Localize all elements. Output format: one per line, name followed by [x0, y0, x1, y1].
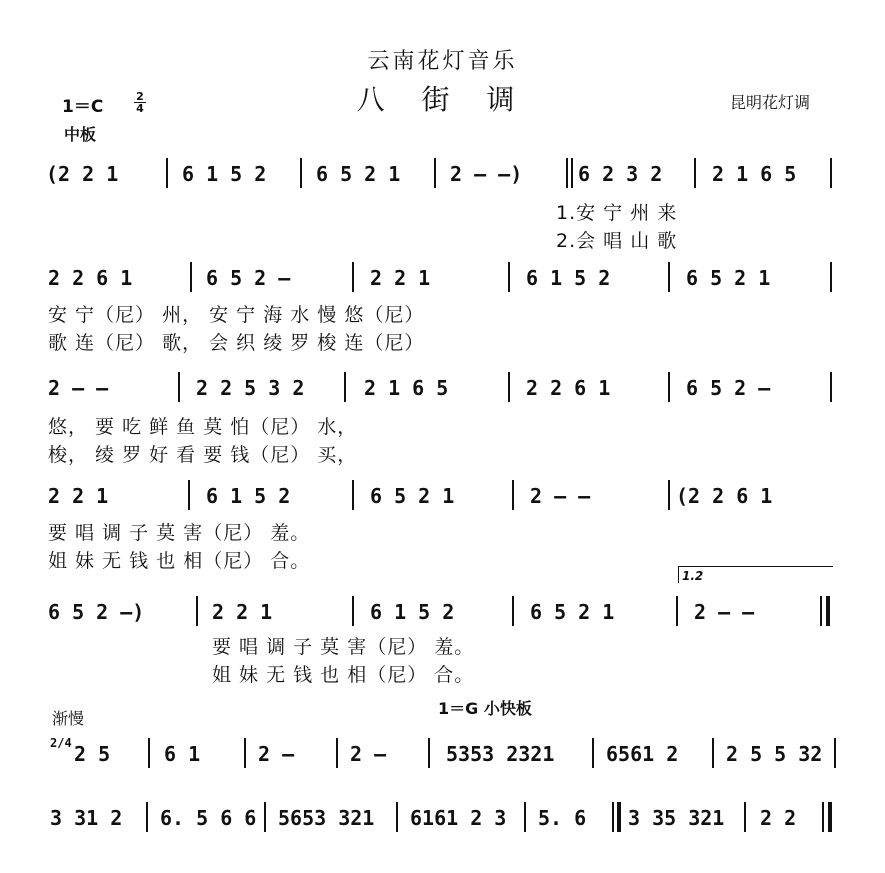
- staff-row-2: [0, 256, 885, 296]
- measure: 6 5 2 1: [530, 600, 615, 624]
- measure: 2 1 6 5: [364, 376, 449, 400]
- staff-row-5: [0, 590, 885, 630]
- lyrics-verse-1: 要 唱 调 子 莫 害（尼） 羞。: [212, 636, 475, 658]
- measure: 6 1: [164, 742, 201, 766]
- measure: 5653 321: [278, 806, 375, 830]
- tempo-marking-slowing: 渐慢: [52, 709, 85, 728]
- measure: 5353 2321: [446, 742, 555, 766]
- measure: 3 35 321: [628, 806, 725, 830]
- tempo-marking: 中板: [64, 125, 97, 144]
- measure: 2 2: [760, 806, 797, 830]
- measure: (2 2 6 1: [676, 484, 773, 508]
- lyrics-verse-1: 安 宁（尼） 州， 安 宁 海 水 慢 悠（尼）: [48, 304, 425, 326]
- measure: 2 –: [258, 742, 295, 766]
- measure: 2 2 6 1: [48, 266, 133, 290]
- meter-bottom: 4: [136, 102, 144, 115]
- measure: 6161 2 3: [410, 806, 507, 830]
- staff-row-6: [0, 732, 885, 772]
- staff-row-1: [0, 152, 885, 192]
- lyrics-verse-2: 歌 连（尼） 歌， 会 织 绫 罗 梭 连（尼）: [48, 332, 425, 354]
- measure: 2 2 6 1: [526, 376, 611, 400]
- time-signature: [134, 92, 146, 113]
- measure: 6 5 2 1: [686, 266, 771, 290]
- measure: 6 5 2 1: [370, 484, 455, 508]
- measure: 6 5 2 –): [48, 600, 145, 624]
- lyrics-verse-2: 2.会 唱 山 歌: [556, 230, 678, 252]
- measure: 2 5 5 32: [726, 742, 823, 766]
- measure: 6 1 5 2: [526, 266, 611, 290]
- key-signature: 1＝C: [62, 97, 104, 117]
- lyrics-verse-2: 姐 妹 无 钱 也 相（尼） 合。: [212, 664, 475, 686]
- measure: 2 2 5 3 2: [196, 376, 305, 400]
- measure: 6 1 5 2: [206, 484, 291, 508]
- volta-bracket: [678, 566, 833, 583]
- series-title: 云南花灯音乐: [367, 49, 518, 74]
- lyrics-verse-2: 姐 妹 无 钱 也 相（尼） 合。: [48, 550, 311, 572]
- measure: 6561 2: [606, 742, 679, 766]
- measure: 3 31 2: [50, 806, 123, 830]
- measure: 2 5: [74, 742, 111, 766]
- measure: 2 1 6 5: [712, 162, 797, 186]
- time-signature-2: 2/4: [50, 736, 72, 750]
- measure: 6 5 2 –: [206, 266, 291, 290]
- staff-row-7: [0, 796, 885, 836]
- staff-row-4: [0, 474, 885, 514]
- source-label: 昆明花灯调: [730, 93, 811, 112]
- staff-row-3: [0, 366, 885, 406]
- measure: 6 1 5 2: [370, 600, 455, 624]
- measure: 5. 6: [538, 806, 587, 830]
- measure: 6 5 2 1: [316, 162, 401, 186]
- measure: 2 2 1: [370, 266, 431, 290]
- song-title: 八 街 调: [356, 83, 529, 116]
- measure: 6. 5 6 6: [160, 806, 257, 830]
- volta-label: 1.2: [682, 569, 704, 583]
- meter-top: 2: [136, 90, 144, 103]
- measure: 2 – –: [530, 484, 591, 508]
- lyrics-verse-1: 要 唱 调 子 莫 害（尼） 羞。: [48, 522, 311, 544]
- measure: 2 –: [350, 742, 387, 766]
- measure: 6 5 2 –: [686, 376, 771, 400]
- lyrics-verse-1: 1.安 宁 州 来: [556, 202, 678, 224]
- lyrics-verse-2: 梭， 绫 罗 好 看 要 钱（尼） 买，: [48, 444, 358, 466]
- measure: 2 – –): [450, 162, 523, 186]
- measure: 6 1 5 2: [182, 162, 267, 186]
- measure: 6 2 3 2: [578, 162, 663, 186]
- lyrics-verse-1: 悠， 要 吃 鲜 鱼 莫 怕（尼） 水，: [48, 416, 358, 438]
- measure: (2 2 1: [46, 162, 119, 186]
- key-signature-2: 1＝G 小快板: [438, 699, 532, 718]
- measure: 2 – –: [694, 600, 755, 624]
- measure: 2 2 1: [212, 600, 273, 624]
- measure: 2 2 1: [48, 484, 109, 508]
- measure: 2 – –: [48, 376, 109, 400]
